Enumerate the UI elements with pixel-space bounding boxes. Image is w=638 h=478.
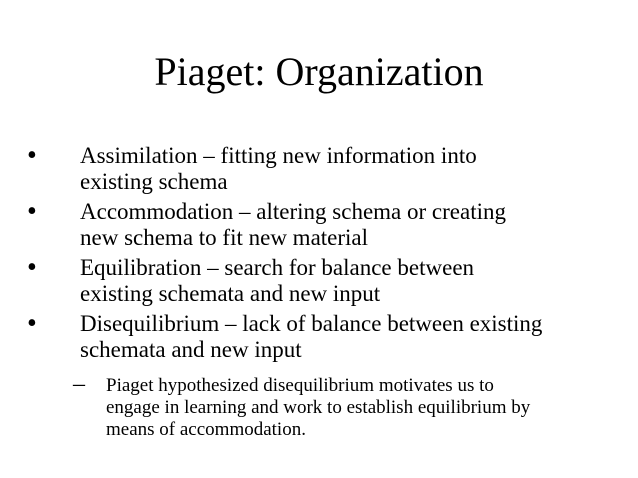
bullet-dot-icon: •: [27, 252, 37, 283]
bullet-text-line: Equilibration – search for balance between: [80, 255, 475, 280]
sub-bullet-text-line: engage in learning and work to establish equilibrium by: [106, 397, 531, 418]
bullet-dot-icon: •: [27, 196, 37, 227]
bullet-text-line: Disequilibrium – lack of balance between existing: [80, 311, 543, 336]
bullet-text-line: schemata and new input: [80, 337, 302, 362]
sub-bullet-hypothesis: [0, 371, 638, 441]
bullet-disequilibrium: [0, 308, 638, 363]
bullet-text-line: existing schemata and new input: [80, 281, 381, 306]
bullet-text-line: Accommodation – altering schema or creating: [80, 199, 506, 224]
sub-bullet-text-line: Piaget hypothesized disequilibrium motivates us to: [106, 375, 494, 396]
bullet-dot-icon: •: [27, 308, 37, 339]
bullet-dot-icon: •: [27, 140, 37, 171]
bullet-accommodation: [0, 196, 638, 251]
bullet-text-line: Assimilation – fitting new information into: [80, 143, 477, 168]
bullet-text-line: new schema to fit new material: [80, 225, 369, 250]
bullet-assimilation: [0, 140, 638, 195]
slide-title: Piaget: Organization: [154, 49, 484, 94]
sub-bullet-text-line: means of accommodation.: [106, 419, 306, 440]
bullet-list: [0, 140, 638, 367]
bullet-text-line: existing schema: [80, 169, 228, 194]
dash-icon: –: [73, 371, 85, 397]
bullet-equilibration: [0, 252, 638, 307]
